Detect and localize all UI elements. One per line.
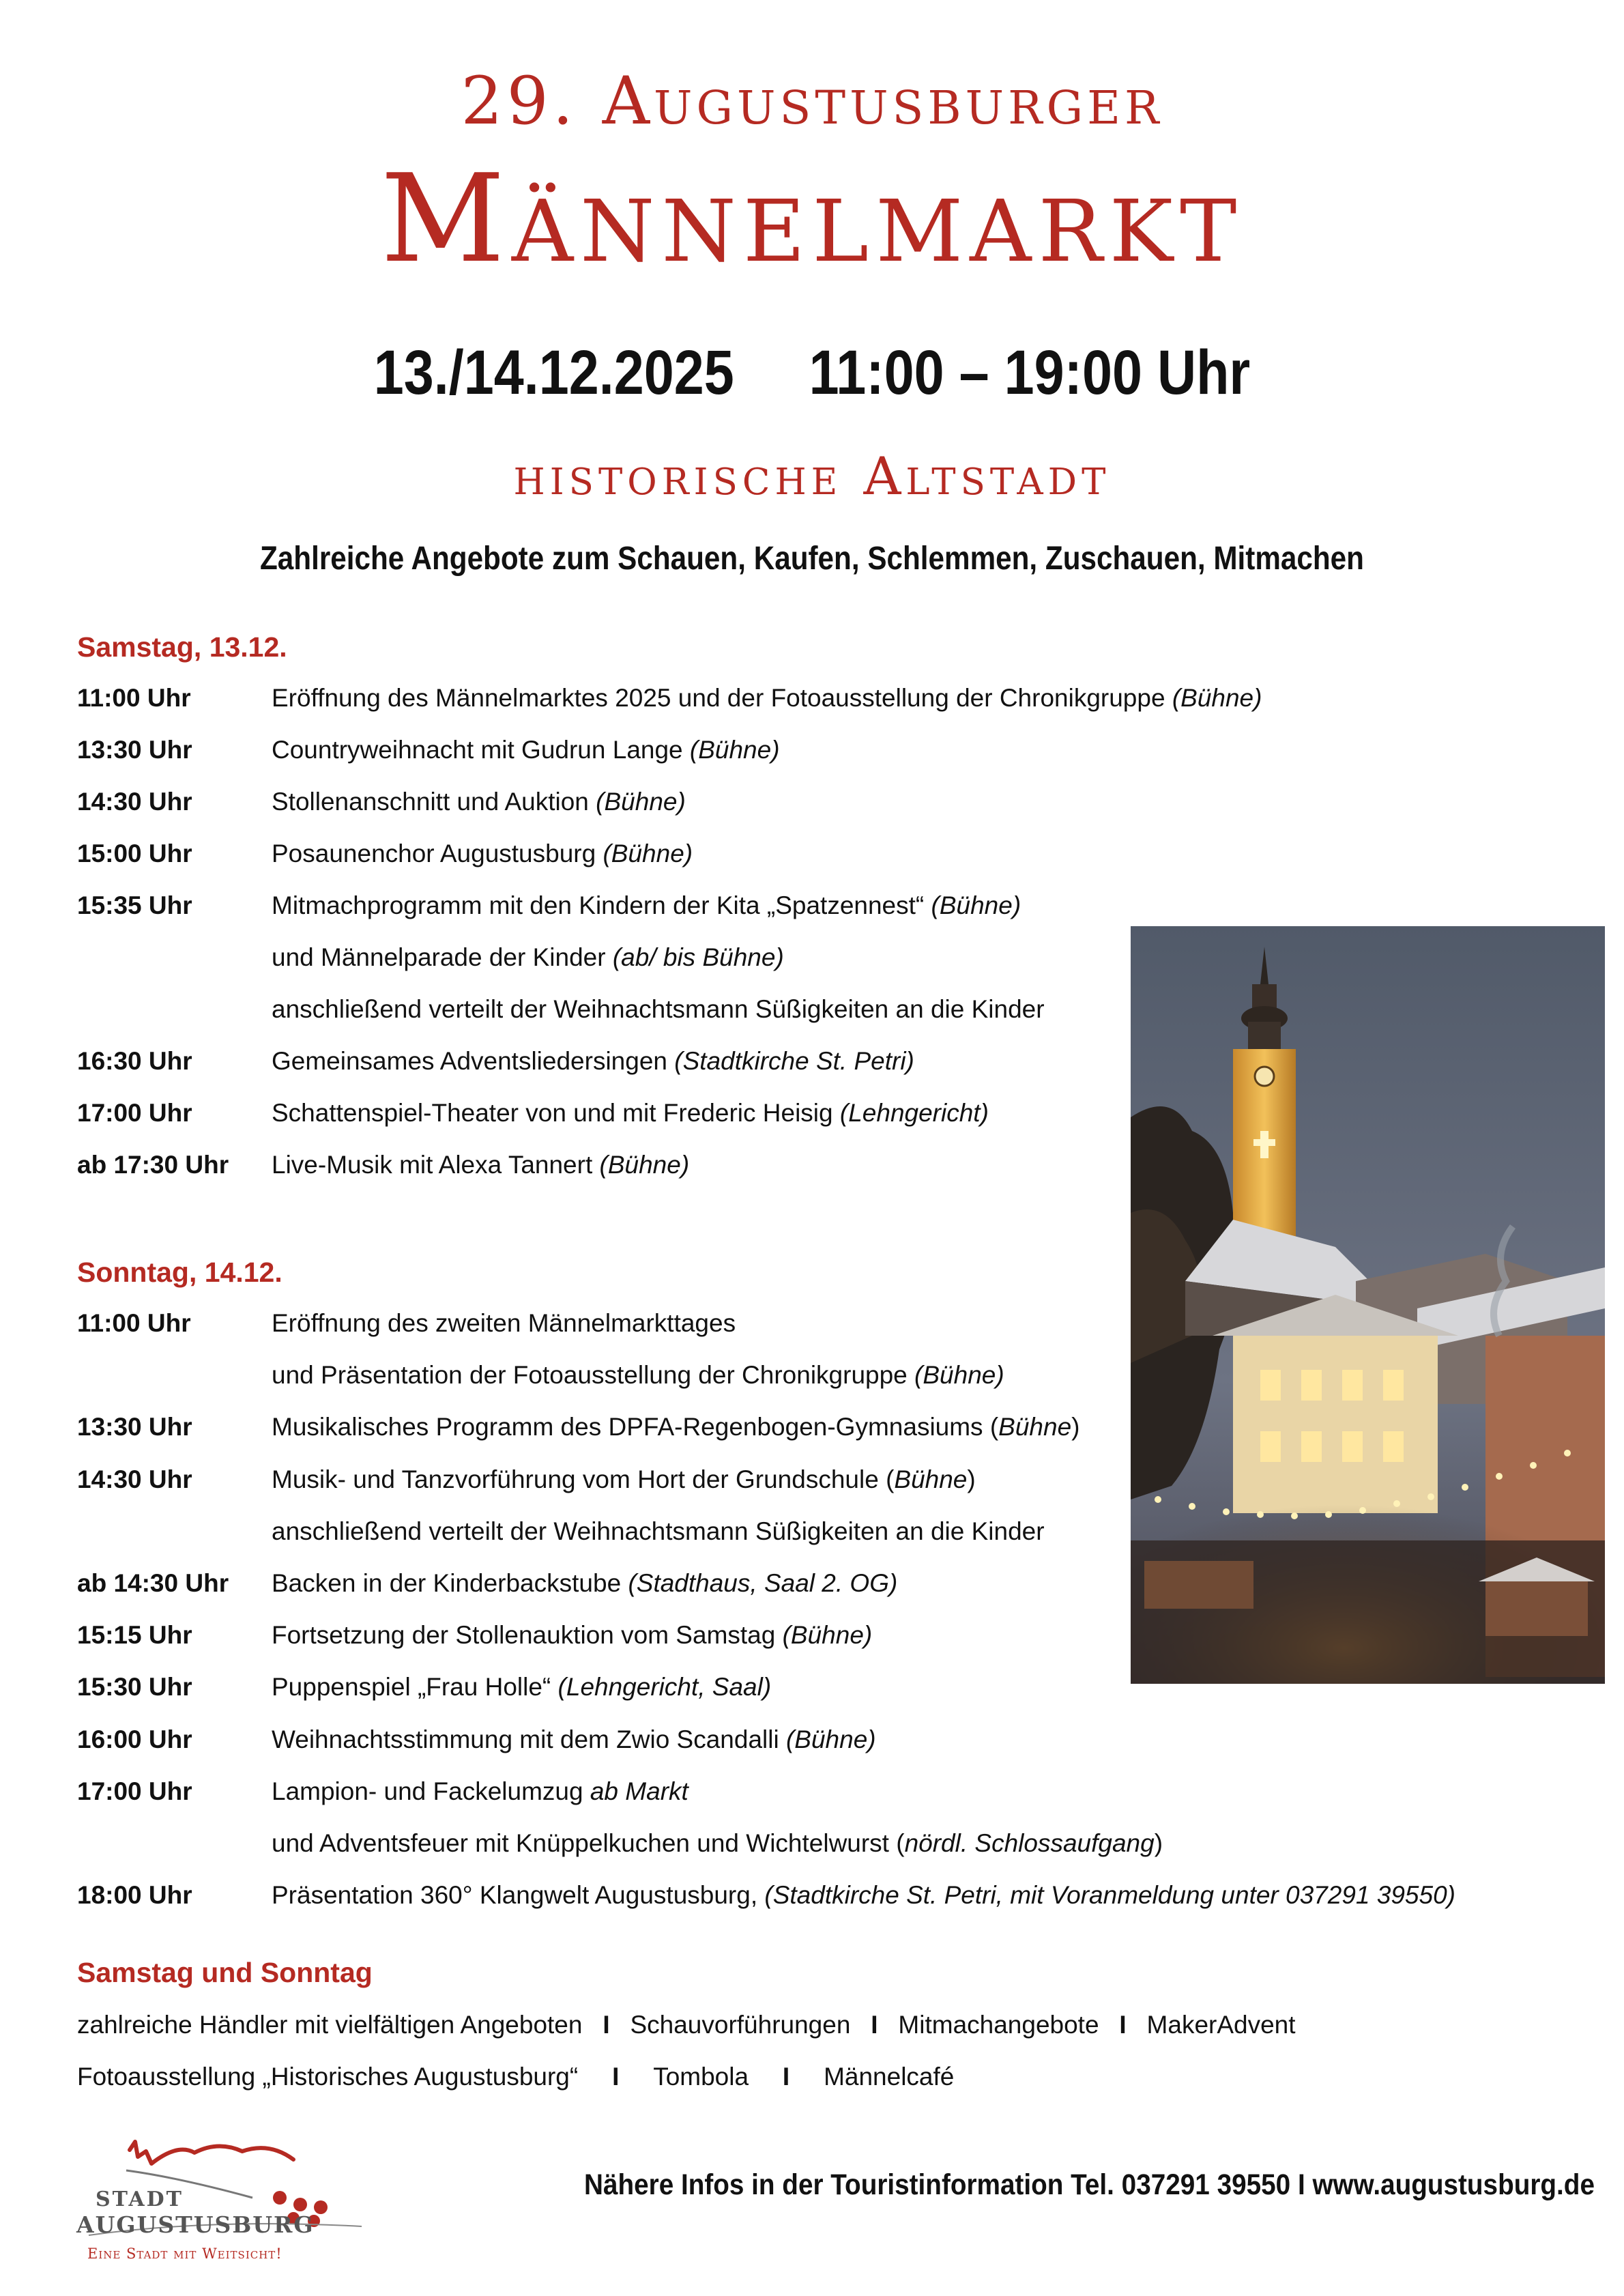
schedule-event-text: Präsentation 360° Klangwelt Augustusburg, <box>272 1881 765 1910</box>
schedule-event <box>272 1878 1455 1912</box>
schedule-event-text: Stollenanschnitt und Auktion <box>272 788 596 816</box>
schedule-event-location: (Bühne) <box>785 1725 876 1753</box>
tagline: Zahlreiche Angebote zum Schauen, Kaufen, Schlemmen, Zuschauen, Mitmachen <box>260 541 1364 577</box>
schedule-event-close: ) <box>1154 1829 1163 1857</box>
schedule-time: 11:00 Uhr <box>77 1309 191 1337</box>
schedule-event-location: (Stadtkirche St. Petri, mit Voranmeldung unter 037291 39550) <box>764 1881 1455 1910</box>
schedule-event-text: Live-Musik mit Alexa Tannert <box>272 1151 600 1179</box>
schedule-event-text: anschließend verteilt der Weihnachtsmann Süßigkeiten an die Kinder <box>272 1517 1045 1545</box>
schedule-time: 11:00 Uhr <box>77 684 191 712</box>
schedule-event-location: nördl. Schlossaufgang <box>904 1829 1155 1857</box>
schedule-event <box>272 1775 688 1809</box>
schedule-event <box>272 733 780 767</box>
schedule-event-location: (Bühne) <box>599 1151 690 1179</box>
schedule-event-text: Backen in der Kinderbackstube <box>272 1569 628 1597</box>
schedule-event-text: Schattenspiel-Theater von und mit Frederic Heisig <box>272 1099 840 1127</box>
schedule-event-location: ab Markt <box>590 1777 688 1805</box>
schedule-event-location: (ab/ bis Bühne) <box>612 943 784 971</box>
schedule-event <box>272 1358 1004 1392</box>
schedule-event-location: (Lehngericht) <box>839 1099 989 1127</box>
schedule-time: 15:35 Uhr <box>77 891 192 919</box>
schedule-time: 15:30 Uhr <box>77 1673 192 1702</box>
schedule-event <box>272 1566 897 1601</box>
schedule-event-location: (Stadtkirche St. Petri) <box>674 1047 914 1075</box>
schedule-event-close: ) <box>967 1465 976 1493</box>
schedule-event-text: Posaunenchor Augustusburg <box>272 840 603 867</box>
sunday-heading: Sonntag, 14.12. <box>77 1257 282 1288</box>
schedule-event-location: (Bühne) <box>596 788 686 816</box>
schedule-event <box>272 1670 771 1704</box>
schedule-event-text: Eröffnung des Männelmarktes 2025 und der Fotoausstellung der Chronikgruppe <box>272 684 1172 712</box>
title-line-2: Männelmarkt <box>380 148 1244 289</box>
offer-demonstrations: Schauvorführungen <box>630 2011 851 2039</box>
separator: I <box>1119 2011 1127 2039</box>
footer-info: Nähere Infos in der Touristinformation Tel. 037291 39550 I www.augustusburg.de <box>584 2168 1595 2201</box>
schedule-event-location: (Bühne) <box>931 891 1021 919</box>
schedule-event <box>272 889 1021 923</box>
offer-photo-exhibition: Fotoausstellung „Historisches Augustusburg“ <box>77 2063 579 2091</box>
offer-tombola: Tombola <box>653 2063 749 2091</box>
separator: I <box>612 2063 620 2091</box>
offer-makeradvent: MakerAdvent <box>1146 2011 1296 2039</box>
schedule-time: 14:30 Uhr <box>77 1465 192 1493</box>
schedule-event-text: Lampion- und Fackelumzug <box>272 1777 590 1805</box>
schedule-event <box>272 837 693 871</box>
schedule-event <box>272 1148 689 1182</box>
schedule-time: 17:00 Uhr <box>77 1099 192 1127</box>
schedule-event <box>272 1410 1080 1444</box>
schedule-event-location: (Bühne) <box>914 1361 1004 1390</box>
separator: I <box>603 2011 610 2039</box>
offer-participation: Mitmachangebote <box>898 2011 1099 2039</box>
schedule-event-location: Bühne <box>998 1413 1072 1441</box>
schedule-event-text: Weihnachtsstimmung mit dem Zwio Scandalli <box>272 1725 786 1753</box>
schedule-event <box>272 785 686 819</box>
schedule-event <box>272 681 1262 715</box>
schedule-time: 16:30 Uhr <box>77 1047 192 1075</box>
schedule-event-location: (Bühne) <box>689 736 780 764</box>
schedule-event-location: (Stadthaus, Saal 2. OG) <box>628 1569 898 1597</box>
church-photo <box>1131 926 1605 1684</box>
schedule-event-text: und Männelparade der Kinder <box>272 943 613 971</box>
schedule-event-text: und Präsentation der Fotoausstellung der Chronikgruppe <box>272 1361 915 1390</box>
schedule-time: ab 17:30 Uhr <box>77 1151 229 1179</box>
schedule-event <box>272 1306 736 1340</box>
schedule-event <box>272 1723 876 1757</box>
both-days-line-2 <box>77 2064 954 2089</box>
schedule-time: 18:00 Uhr <box>77 1881 192 1910</box>
schedule-time: 15:00 Uhr <box>77 840 192 867</box>
schedule-time: 14:30 Uhr <box>77 788 192 816</box>
schedule-event-location: (Bühne) <box>603 840 693 867</box>
schedule-event <box>272 1826 1163 1861</box>
schedule-event-text: anschließend verteilt der Weihnachtsmann Süßigkeiten an die Kinder <box>272 995 1045 1023</box>
schedule-event <box>272 1463 976 1497</box>
separator: I <box>782 2063 790 2091</box>
schedule-time: 17:00 Uhr <box>77 1777 192 1805</box>
schedule-time: 15:15 Uhr <box>77 1621 192 1650</box>
schedule-time: 13:30 Uhr <box>77 736 192 764</box>
title-line-1: 29. Augustusburger <box>461 63 1163 139</box>
offer-traders: zahlreiche Händler mit vielfältigen Angeboten <box>77 2011 583 2039</box>
logo-text-augustusburg: AUGUSTUSBURG <box>76 2211 315 2238</box>
schedule-event-text: und Adventsfeuer mit Knüppelkuchen und Wichtelwurst ( <box>272 1829 905 1857</box>
schedule-event-text: Countryweihnacht mit Gudrun Lange <box>272 736 690 764</box>
logo-slogan: Eine Stadt mit Weitsicht! <box>87 2245 282 2262</box>
separator: I <box>871 2011 878 2039</box>
schedule-event-text: Musik- und Tanzvorführung vom Hort der Grundschule ( <box>272 1465 895 1493</box>
schedule-event-location: Bühne <box>894 1465 968 1493</box>
schedule-event <box>272 941 784 975</box>
both-days-heading: Samstag und Sonntag <box>77 1957 373 1988</box>
event-hours: 11:00 – 19:00 Uhr <box>809 338 1251 407</box>
schedule-event-text: Eröffnung des zweiten Männelmarkttages <box>272 1309 736 1337</box>
schedule-event <box>272 1096 989 1130</box>
schedule-event <box>272 1044 914 1078</box>
offer-cafe: Männelcafé <box>824 2063 955 2091</box>
schedule-event-text: Puppenspiel „Frau Holle“ <box>272 1673 558 1702</box>
saturday-heading: Samstag, 13.12. <box>77 631 287 663</box>
logo-text-stadt: STADT <box>96 2187 184 2211</box>
both-days-line-1 <box>77 2012 1296 2037</box>
event-dates: 13./14.12.2025 <box>373 338 734 407</box>
date-time-line <box>114 338 1511 407</box>
schedule-event-text: Gemeinsames Adventsliedersingen <box>272 1047 675 1075</box>
schedule-event-location: (Bühne) <box>1172 684 1262 712</box>
schedule-event-location: (Lehngericht, Saal) <box>557 1673 772 1702</box>
schedule-event-text: Mitmachprogramm mit den Kindern der Kita „Spatzennest“ <box>272 891 931 919</box>
schedule-event <box>272 1515 1045 1549</box>
schedule-event <box>272 992 1045 1027</box>
schedule-event-text: Fortsetzung der Stollenauktion vom Samstag <box>272 1621 783 1650</box>
venue: historische Altstadt <box>513 446 1111 506</box>
schedule-event <box>272 1618 872 1652</box>
schedule-event-location: (Bühne) <box>782 1621 873 1650</box>
schedule-time: 13:30 Uhr <box>77 1413 192 1441</box>
schedule-event-close: ) <box>1071 1413 1080 1441</box>
schedule-event-text: Musikalisches Programm des DPFA-Regenbogen-Gymnasiums ( <box>272 1413 999 1441</box>
schedule-time: 16:00 Uhr <box>77 1725 192 1753</box>
schedule-time: ab 14:30 Uhr <box>77 1569 229 1597</box>
